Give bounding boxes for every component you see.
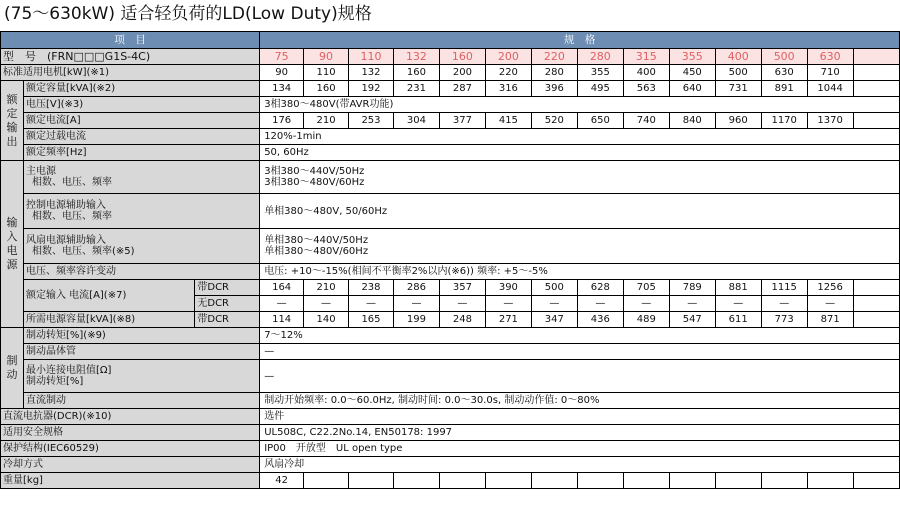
value-cell (577, 473, 623, 489)
value-cell: — (669, 296, 715, 312)
value-cell: 871 (807, 312, 853, 328)
model-cell: 315 (623, 49, 669, 65)
protection-row (1, 441, 900, 457)
value-cell: 199 (393, 312, 439, 328)
category-braking: 制 动 (1, 328, 24, 409)
braking-transistor-value: — (260, 344, 900, 360)
value-cell: 1256 (807, 280, 853, 296)
value-cell: 390 (485, 280, 531, 296)
value-cell: — (761, 296, 807, 312)
fan-aux-line-2: 单相380～480V/60Hz (264, 246, 369, 257)
value-cell: 287 (439, 81, 485, 97)
value-cell: 731 (715, 81, 761, 97)
control-aux-value: 单相380～480V, 50/60Hz (260, 194, 900, 229)
dcr-row (1, 409, 900, 425)
value-cell: — (577, 296, 623, 312)
cooling-row (1, 457, 900, 473)
safety-value: UL508C, C22.2No.14, EN50178: 1997 (260, 425, 900, 441)
value-cell: 286 (393, 280, 439, 296)
fan-aux-line-1: 单相380～440V/50Hz (264, 235, 369, 246)
main-power-line-1: 3相380～440V/50Hz (264, 166, 365, 177)
value-cell: 960 (715, 113, 761, 129)
value-cell: 650 (577, 113, 623, 129)
value-cell: 231 (393, 81, 439, 97)
value-cell: 280 (531, 65, 577, 81)
tolerance-row (1, 264, 900, 280)
fan-aux-label (23, 229, 259, 264)
value-cell: 140 (304, 312, 349, 328)
model-cell: 500 (761, 49, 807, 65)
value-cell: 891 (761, 81, 807, 97)
value-cell: 42 (260, 473, 304, 489)
value-cell: — (531, 296, 577, 312)
value-cell: 210 (304, 113, 349, 129)
value-cell: 450 (669, 65, 715, 81)
with-dcr-label: 带DCR (195, 280, 260, 296)
value-cell (853, 81, 899, 97)
braking-transistor-label: 制动晶体管 (23, 344, 259, 360)
weight-label: 重量[kg] (1, 473, 260, 489)
value-cell: — (439, 296, 485, 312)
model-cell: 90 (304, 49, 349, 65)
value-cell: 881 (715, 280, 761, 296)
required-capacity-label: 所需电源容量[kVA](※8) (23, 312, 194, 328)
value-cell: — (715, 296, 761, 312)
value-cell: 705 (623, 280, 669, 296)
fan-aux-label-2: 相数、电压、频率(※5) (31, 246, 135, 257)
value-cell (349, 473, 394, 489)
dc-braking-value: 制动开始频率: 0.0～60.0Hz, 制动时间: 0.0～30.0s, 制动动作值: 0～80% (260, 393, 900, 409)
main-power-row (1, 161, 900, 194)
required-capacity-sub: 带DCR (195, 312, 260, 328)
value-cell: 90 (260, 65, 304, 81)
voltage-row (1, 97, 900, 113)
control-aux-label-1: 控制电源辅助输入 (25, 200, 106, 211)
main-power-value (260, 161, 900, 194)
model-cell: 200 (485, 49, 531, 65)
value-cell (485, 473, 531, 489)
braking-resistor-label (23, 360, 259, 393)
value-cell (853, 113, 899, 129)
braking-torque-value: 7～12% (260, 328, 900, 344)
value-cell: 520 (531, 113, 577, 129)
page-title: (75～630kW) 适合轻负荷的LD(Low Duty)规格 (4, 4, 372, 24)
value-cell: 210 (304, 280, 349, 296)
value-cell: — (393, 296, 439, 312)
model-cell: 110 (349, 49, 394, 65)
model-cell: 400 (715, 49, 761, 65)
overload-value: 120%-1min (260, 129, 900, 145)
value-cell: — (623, 296, 669, 312)
value-cell: 132 (349, 65, 394, 81)
model-row (1, 49, 900, 65)
value-cell (393, 473, 439, 489)
main-power-line-2: 3相380～480V/60Hz (264, 177, 365, 188)
value-cell: 377 (439, 113, 485, 129)
value-cell: 396 (531, 81, 577, 97)
value-cell: 789 (669, 280, 715, 296)
value-cell: 630 (761, 65, 807, 81)
current-label: 额定电流[A] (23, 113, 259, 129)
value-cell: 547 (669, 312, 715, 328)
main-power-label-1: 主电源 (25, 166, 56, 177)
required-capacity-row (1, 312, 900, 328)
weight-row (1, 473, 900, 489)
value-cell: — (485, 296, 531, 312)
rated-input-dcr-row (1, 280, 900, 296)
value-cell: 628 (577, 280, 623, 296)
overload-label: 额定过载电流 (23, 129, 259, 145)
safety-row (1, 425, 900, 441)
fan-aux-label-1: 风扇电源辅助输入 (25, 235, 106, 246)
value-cell: 1170 (761, 113, 807, 129)
value-cell: 500 (531, 280, 577, 296)
value-cell (669, 473, 715, 489)
fan-aux-value (260, 229, 900, 264)
value-cell: 357 (439, 280, 485, 296)
value-cell (715, 473, 761, 489)
model-cell: 630 (807, 49, 853, 65)
tolerance-label: 电压、频率容许变动 (23, 264, 259, 280)
braking-resistor-label-1: 最小连接电阻值[Ω] (25, 365, 112, 376)
protection-value: IP00 开放型 UL open type (260, 441, 900, 457)
safety-label: 适用安全规格 (1, 425, 260, 441)
value-cell (853, 473, 899, 489)
value-cell: 271 (485, 312, 531, 328)
tolerance-value: 电压: +10～-15%(相间不平衡率2%以内(※6)) 频率: +5～-5% (260, 264, 900, 280)
value-cell: 110 (304, 65, 349, 81)
value-cell: 500 (715, 65, 761, 81)
value-cell: 773 (761, 312, 807, 328)
value-cell: 640 (669, 81, 715, 97)
dc-braking-label: 直流制动 (23, 393, 259, 409)
value-cell: 355 (577, 65, 623, 81)
without-dcr-label: 无DCR (195, 296, 260, 312)
value-cell: 740 (623, 113, 669, 129)
value-cell: 160 (304, 81, 349, 97)
value-cell: 347 (531, 312, 577, 328)
current-row (1, 113, 900, 129)
header-row (1, 32, 900, 49)
value-cell: 238 (349, 280, 394, 296)
value-cell (761, 473, 807, 489)
braking-resistor-label-2: 制动转矩[%] (25, 376, 84, 387)
value-cell (623, 473, 669, 489)
model-cell: 75 (260, 49, 304, 65)
model-cell: 280 (577, 49, 623, 65)
value-cell (439, 473, 485, 489)
value-cell: — (349, 296, 394, 312)
value-cell: 710 (807, 65, 853, 81)
fan-aux-row (1, 229, 900, 264)
value-cell: 495 (577, 81, 623, 97)
value-cell: 304 (393, 113, 439, 129)
frequency-row (1, 145, 900, 161)
value-cell: 400 (623, 65, 669, 81)
value-cell (304, 473, 349, 489)
value-cell: 192 (349, 81, 394, 97)
overload-row (1, 129, 900, 145)
value-cell: 114 (260, 312, 304, 328)
value-cell: 164 (260, 280, 304, 296)
model-cell: 132 (393, 49, 439, 65)
braking-resistor-value: — (260, 360, 900, 393)
category-input-power: 输 入 电 源 (1, 161, 24, 328)
model-label: 型 号 (FRN□□□G1S-4C) (1, 49, 260, 65)
value-cell: 248 (439, 312, 485, 328)
value-cell (531, 473, 577, 489)
motor-label: 标准适用电机[kW](※1) (1, 65, 260, 81)
model-cell: 160 (439, 49, 485, 65)
control-aux-label (23, 194, 259, 229)
rated-input-label: 额定输入 电流[A](※7) (23, 280, 194, 312)
braking-torque-label: 制动转矩[%](※9) (23, 328, 259, 344)
value-cell: 220 (485, 65, 531, 81)
main-power-label (23, 161, 259, 194)
value-cell: 415 (485, 113, 531, 129)
model-cell: 355 (669, 49, 715, 65)
value-cell: — (260, 296, 304, 312)
category-rated-output: 额 定 输 出 (1, 81, 24, 161)
cooling-value: 风扇冷却 (260, 457, 900, 473)
value-cell: 1115 (761, 280, 807, 296)
value-cell: 253 (349, 113, 394, 129)
value-cell: — (807, 296, 853, 312)
value-cell (853, 280, 899, 296)
frequency-value: 50, 60Hz (260, 145, 900, 161)
value-cell (853, 312, 899, 328)
braking-transistor-row (1, 344, 900, 360)
capacity-label: 额定容量[kVA](※2) (23, 81, 259, 97)
control-aux-row (1, 194, 900, 229)
value-cell: 563 (623, 81, 669, 97)
value-cell: 165 (349, 312, 394, 328)
header-spec: 规 格 (260, 32, 900, 49)
voltage-label: 电压[V](※3) (23, 97, 259, 113)
braking-resistor-row (1, 360, 900, 393)
main-power-label-2: 相数、电压、频率 (31, 177, 112, 188)
value-cell: 1044 (807, 81, 853, 97)
braking-torque-row (1, 328, 900, 344)
cooling-label: 冷却方式 (1, 457, 260, 473)
value-cell: 840 (669, 113, 715, 129)
value-cell (853, 296, 899, 312)
protection-label: 保护结构(IEC60529) (1, 441, 260, 457)
value-cell (853, 65, 899, 81)
value-cell: 134 (260, 81, 304, 97)
value-cell (807, 473, 853, 489)
header-item: 项 目 (1, 32, 260, 49)
value-cell: 436 (577, 312, 623, 328)
value-cell: 316 (485, 81, 531, 97)
value-cell: 160 (393, 65, 439, 81)
motor-row (1, 65, 900, 81)
frequency-label: 额定频率[Hz] (23, 145, 259, 161)
model-cell (853, 49, 899, 65)
value-cell: 611 (715, 312, 761, 328)
value-cell: 489 (623, 312, 669, 328)
spec-table (0, 31, 900, 489)
control-aux-label-2: 相数、电压、频率 (31, 211, 112, 222)
dc-braking-row (1, 393, 900, 409)
model-cell: 220 (531, 49, 577, 65)
capacity-row (1, 81, 900, 97)
value-cell: — (304, 296, 349, 312)
value-cell: 200 (439, 65, 485, 81)
value-cell: 176 (260, 113, 304, 129)
voltage-value: 3相380～480V(带AVR功能) (260, 97, 900, 113)
dcr-value: 选件 (260, 409, 900, 425)
value-cell: 1370 (807, 113, 853, 129)
dcr-label: 直流电抗器(DCR)(※10) (1, 409, 260, 425)
